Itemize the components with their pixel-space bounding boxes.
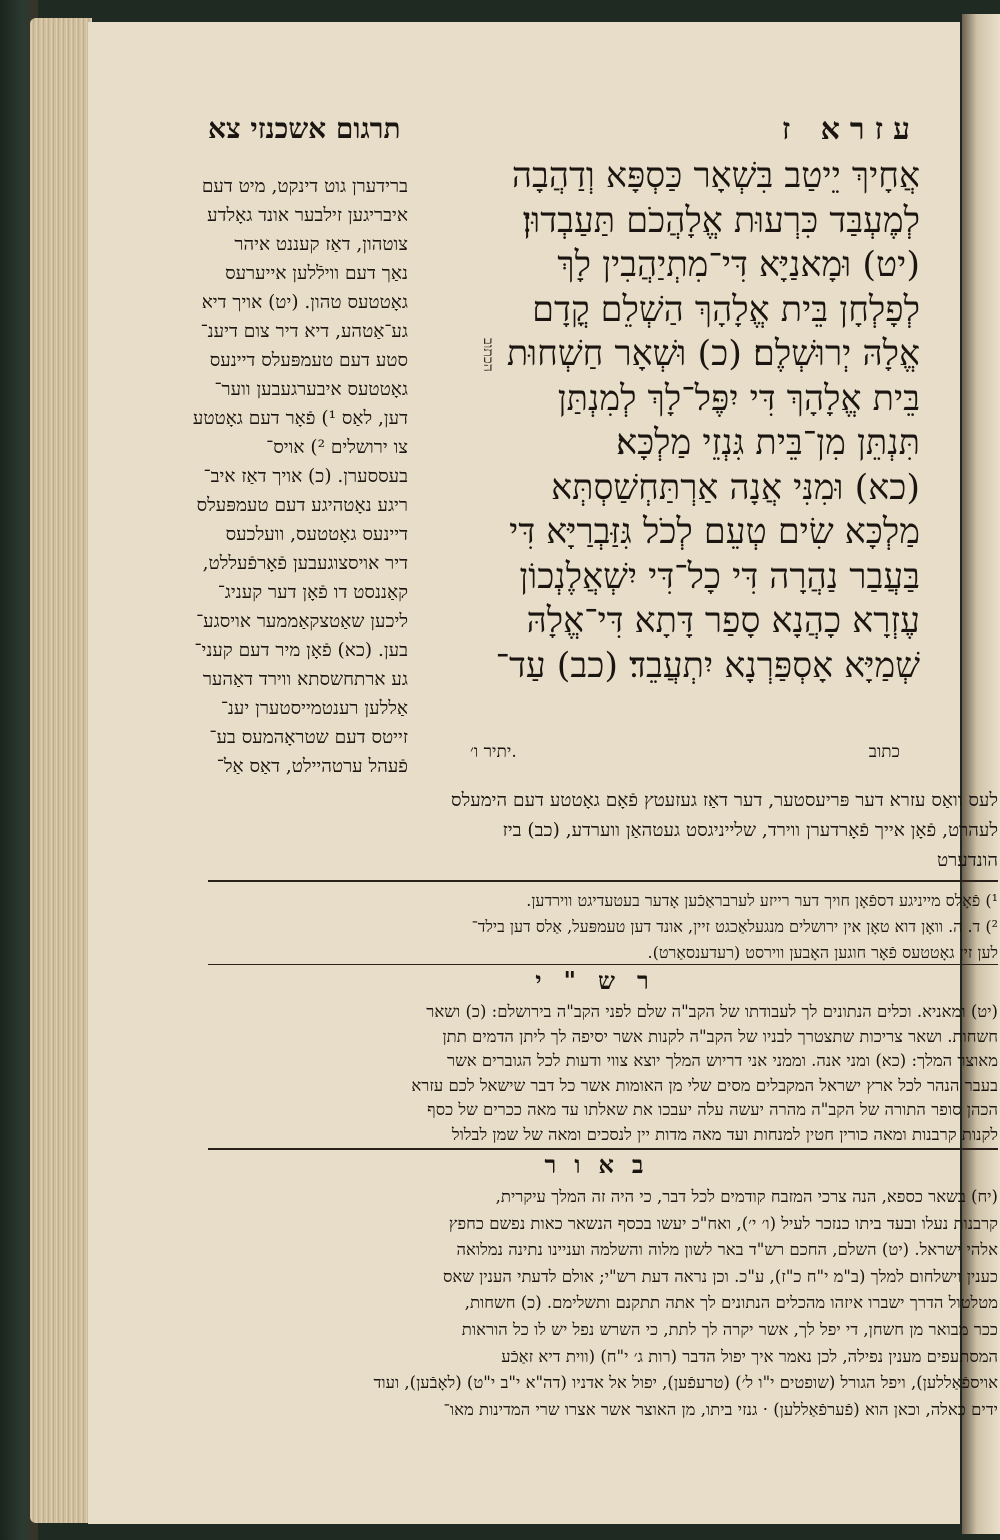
- translation-line: פֿעהל ערטהיילט, דאַס אַל־: [216, 756, 408, 777]
- footnotes: [208, 888, 998, 966]
- commentary-line: כענין וישלחום למלך (ב"מ י"ח כ"ז), ע"כ. וכן נראה דעת רש"י; אולם לדעתי הענין שאס: [442, 1266, 998, 1286]
- translation-line: דיינעס גאָטטעס, וועלכעס: [225, 524, 408, 545]
- translation-line: נאַך דעם ווילֿלען אייערעס: [225, 263, 408, 284]
- translation-line: גע־אַטהע, דיא דיר צום דיענ־: [200, 321, 408, 342]
- translation-line: צוטהון, דאַז קעננט איהר: [234, 234, 408, 255]
- commentary-line: מטלטול הדרך ישברו איזהו מהכלים הנתונים לך אתה תתקנם ותשלימם. (כ) חשחות,: [464, 1293, 998, 1313]
- translation-line: גאָטטעס טהון. (יט) אויך דיא: [201, 292, 408, 313]
- aramaic-line: (יט) וּמָאנַיָּא דִּי־מִתְיַהֲבִין לָךְ: [557, 245, 920, 285]
- translation-line: לעס וואַס עזרא דער פּריעסטער, דער דאַז געזעטץ פֿאָם גאָטטע דעם הימעלס: [451, 790, 998, 811]
- page-edges: [30, 18, 92, 1523]
- translation-line: לעהרט, פֿאָן אייך פֿאָרדערן ווירד, שלייניגסט געטהאַן ווערדע, (כב) ביז: [502, 820, 998, 841]
- commentary-line: הכהן סופר התורה של הקב"ה מהרה יעשה עלה יעבכו את שאלתו עד מאה ככרים של כסף: [427, 1100, 998, 1119]
- commentary-line: המסתעפים מענין נפילה, לכן נאמר איך יפול הדבר (רות ג׳ י"ח) (ווית דיא זאַכֿע: [501, 1346, 998, 1366]
- footnote-divider: [208, 880, 998, 882]
- footnote: ¹) פֿאָלס מייניגע דספֿאָן חויך דער רייזע לערבראַכֿען אָדער בעטעדיגט ווירדען.: [526, 891, 998, 910]
- yiddish-translation-continued: [208, 786, 998, 876]
- translation-line: גאָטטעס איבערגעבען ווער־: [214, 379, 408, 400]
- commentary-line: אלהי ישראל. (יט) השלם, החכם רש"ד באר לשון מלוה והשלמה ועניינו נתינה נמלואה: [456, 1240, 998, 1260]
- aramaic-line: בֵּית אֱלָהָךְ דִּי יִפֶּל־לָךְ לְמִנְתַּן: [557, 378, 920, 419]
- rashi-heading: רש"י: [535, 966, 671, 995]
- aramaic-text-column: [450, 154, 920, 688]
- aramaic-line: עֶזְרָא כָהֲנָא סָפַר דָּתָא דִּי־אֱלָהּ: [526, 601, 920, 641]
- aramaic-line: תִּנְתֵּן מִן־בֵּית גִּנְזֵי מַלְכָּא׃: [616, 423, 920, 463]
- kri-note: יתיר ו׳.: [470, 742, 517, 762]
- translation-line: ריגע נאָטהיגע דעם טעמפּעלס: [196, 495, 408, 516]
- running-header-translation-page: תרגום אשכנזי צא: [208, 112, 401, 145]
- book-page: [88, 22, 998, 1524]
- commentary-line: ככר מבואר מן חשחן, די יפל לך, אשר יקרה לך לתת, כי השרש נפל יש לו כל הוראות: [461, 1319, 998, 1339]
- aramaic-line: שְׁמַיָּא אָסְפַּרְנָא יִתְעֲבֵד׃ (כב) עַד־: [495, 645, 920, 686]
- aramaic-line: מַלְכָּא שִׂים טְעֵם לְכֹל גִּזַּבְרַיָּא דִּי: [509, 512, 920, 552]
- rashi-commentary: [208, 1000, 998, 1147]
- beur-heading: באור: [544, 1150, 662, 1179]
- translation-line: צו ירושלים ²) אויס־: [266, 437, 408, 458]
- translation-line: אַללען רענטמייסטערן יענ־: [220, 698, 408, 719]
- running-header-book-chapter: עזרא ז: [781, 112, 920, 147]
- aramaic-line: אֱלָהּ יְרוּשְׁלֶם׃ (כ) וּשְׁאָר חַשְׁחוּת: [506, 334, 920, 374]
- footnote: ²) ד. ה. וואָן דוא טאָן אין ירושלים מנגעלאַכגט זיין, אונד דען טעמפּעל, אַלס דען בילד־: [471, 917, 998, 936]
- section-divider: [208, 964, 998, 965]
- translation-line: קאַננסט דו פֿאָן דער קעניג־: [217, 582, 408, 603]
- translation-line: הונדערט: [936, 850, 998, 871]
- translation-line: ליכען שאַטצקאַממער אויסגע־: [196, 611, 408, 632]
- commentary-line: בעבר הנהר לכל ארץ ישראל המקבלים מסים שלי מן האומות אשר כל דבר שישאל לכם עזרא: [411, 1075, 998, 1095]
- translation-line: דיר אויסצוגעבען פֿאָרפֿעללט,: [202, 553, 408, 574]
- translation-line: דען, לאַס ¹) פֿאָר דעם גאָטטע: [192, 408, 408, 429]
- margin-note: הכתוב: [480, 338, 496, 372]
- translation-line: זייטס דעם שטראָהמעס בע־: [209, 727, 408, 748]
- commentary-line: אויספֿאַללען), ויפל הגורל (שופטים י"ו ל׳) (טרעפֿען), יפול אל אדניו (דה"א י"ב י"ט) (לאָבֿען), ועוד: [373, 1373, 998, 1393]
- translation-line: בעססערן. (כ) אויך דאַז איב־: [203, 466, 408, 487]
- commentary-line: לקנות קרבנות ומאה כורין חטין למנחות ועד מאה מדות יין לנסכים ומאה של שמן לבלול: [451, 1124, 998, 1144]
- translation-line: איבריגען זילבער אונד גאָלדע: [207, 205, 408, 226]
- commentary-line: קרבנות נעלו ובעד ביתו כנזכר לעיל (ו׳ י׳), ואח"כ יעשו בכסף הנשאר כאות נפשם כחפץ: [448, 1213, 998, 1233]
- translation-line: סטע דעם טעמפּעלס דיינעס: [209, 350, 408, 371]
- commentary-line: (יח) בשאר כספא, הנה צרכי המזבח קודמים לכל דבר, כי היה זה המלך עיקרית,: [495, 1187, 998, 1206]
- aramaic-line: (כא) וּמִנִּי אֲנָה אַרְתַּחְשַׁסְתְּא: [551, 467, 920, 508]
- aramaic-line: לְפָלְחָן בֵּית אֱלָהָךְ הַשְׁלֵם קֳדָם: [532, 289, 920, 330]
- aramaic-line: אֲחָיךְ יֵיטַב בִּשְׁאָר כַּסְפָּא וְדַהֲבָה: [511, 156, 920, 196]
- ktiv-note: כתוב: [868, 742, 900, 762]
- commentary-line: חשחות. ושאר צריכות שתצטרך לבניו של הקב"ה לקנות אשר יסיפה לך ליתן הדמים תתן: [442, 1026, 998, 1046]
- aramaic-column-footnote: [470, 742, 900, 762]
- translation-line: בען. (כא) פֿאָן מיר דעם קעני־: [194, 640, 408, 661]
- yiddish-translation-column: [192, 172, 408, 781]
- beur-commentary: [208, 1184, 998, 1423]
- commentary-line: ידים כאלה, וכאן הוא (פֿערפֿאַללען) · גנזי ביתו, מן האוצר אשר אצרו שרי המדינות מאו־: [443, 1399, 998, 1419]
- aramaic-line: לְמֶעְבַּד כִּרְעוּת אֱלָהֲכֹם תַּעַבְדוּן׃: [522, 200, 920, 241]
- translation-line: גע ארתחשסתא ווירד דאַהער: [202, 669, 408, 690]
- commentary-line: (יט) ומאניא. וכלים הנתונים לך לעבודתו של הקב"ה שלם לפני הקב"ה בירושלם: (כ) ושאר: [426, 1002, 998, 1021]
- aramaic-line: בַּעֲבַר נַהֲרָה דִּי כָל־דִּי יִשְׁאֲלֶנְכוֹן: [519, 556, 920, 597]
- commentary-line: מאוצר המלך: (כא) ומני אנה. וממני אני דריוש המלך יוצא צווי ודעות לכל הגוברים אשר: [446, 1051, 998, 1070]
- footnote: לען זין גאָטטעס פֿאָר חוגען האָבען ווירסט (רעדענסאַרט).: [647, 943, 998, 962]
- translation-line: ברידערן גוט דינקט, מיט דעם: [201, 176, 408, 197]
